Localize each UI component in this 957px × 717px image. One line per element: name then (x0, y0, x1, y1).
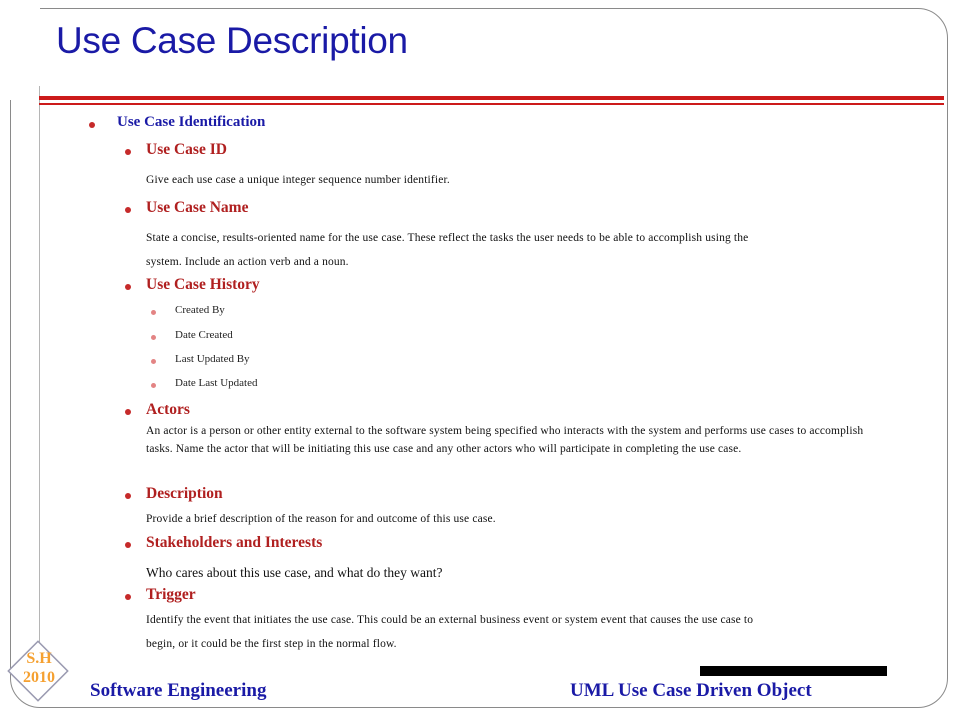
badge-line2: 2010 (23, 669, 55, 686)
trigger-text-2: begin, or it could be the first step in the normal flow. (146, 638, 397, 650)
use-case-name-text-2: system. Include an action verb and a noun. (146, 256, 349, 268)
history-sub-item: Created By (175, 304, 225, 316)
badge-line1: S.H (26, 650, 52, 667)
footer-course: Software Engineering (90, 680, 267, 701)
sub-bullet-icon (151, 335, 156, 340)
use-case-name-text-1: State a concise, results-oriented name for the use case. These reflect the tasks the user needs to be able to accomplish using the (146, 232, 749, 244)
trigger-text-1: Identify the event that initiates the use case. This could be an external business event or system event that causes the use case to (146, 614, 754, 626)
bullet-icon (125, 207, 131, 213)
history-sub-item: Date Last Updated (175, 377, 258, 389)
sub-bullet-icon (151, 359, 156, 364)
bullet-icon (125, 284, 131, 290)
sh-badge-icon (3, 636, 73, 706)
use-case-id-heading: Use Case ID (146, 141, 227, 158)
bullet-icon (89, 122, 95, 128)
description-heading: Description (146, 485, 223, 502)
bullet-icon (125, 594, 131, 600)
slide-title: Use Case Description (56, 20, 408, 61)
history-sub-item: Last Updated By (175, 353, 250, 365)
actors-text: An actor is a person or other entity external to the software system being specified who interacts with the system and performs use cases to accomplish tasks. Name the actor that will be initiating this use case and any other actors who will participate in completing the use case. (146, 425, 864, 455)
use-case-history-heading: Use Case History (146, 276, 260, 293)
actors-heading: Actors (146, 401, 190, 418)
footer-bar (700, 666, 887, 676)
use-case-name-heading: Use Case Name (146, 199, 249, 216)
stakeholders-text: Who cares about this use case, and what do they want? (146, 565, 443, 580)
bullet-icon (125, 542, 131, 548)
description-text: Provide a brief description of the reason for and outcome of this use case. (146, 513, 496, 525)
sub-bullet-icon (151, 383, 156, 388)
stakeholders-heading: Stakeholders and Interests (146, 534, 323, 551)
history-sub-item: Date Created (175, 329, 233, 341)
bullet-icon (125, 493, 131, 499)
footer-topic: UML Use Case Driven Object (570, 680, 812, 701)
trigger-heading: Trigger (146, 586, 196, 603)
bullet-icon (125, 149, 131, 155)
section-heading: Use Case Identification (117, 114, 266, 130)
use-case-id-text: Give each use case a unique integer sequence number identifier. (146, 174, 450, 186)
bullet-icon (125, 409, 131, 415)
sub-bullet-icon (151, 310, 156, 315)
